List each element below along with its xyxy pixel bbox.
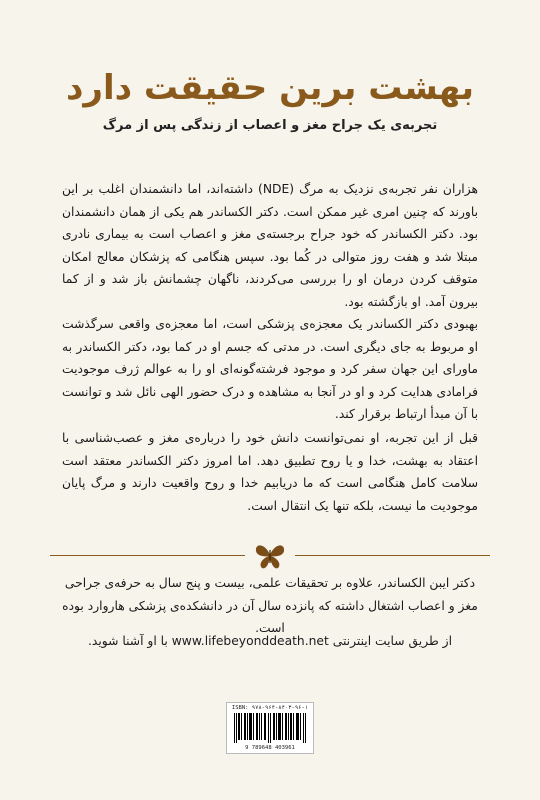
- blurb-paragraph-3: قبل از این تجربه، او نمی‌توانست دانش خود را درباره‌ی مغز و عصب‌شناسی با اعتقاد به بهشت، خدا و یا روح تطبیق دهد. اما امروز دکتر الکساندر معتقد است سلامت کامل هنگامی است که ما دریابیم خدا و روح واقعیت دارند و مرگ پایان موجودیت ما نیست، بلکه تنها یک انتقال است.: [62, 431, 478, 513]
- website-note: از طریق سایت اینترنتی www.lifebeyonddeath.net با او آشنا شوید.: [87, 634, 453, 648]
- isbn-label: ISBN: ۹۷۸-۹۶۴-۸۴۰۳-۹۶-۱: [231, 705, 309, 711]
- butterfly-icon: [253, 541, 287, 571]
- book-subtitle: تجربه‌ی یک جراح مغز و اعصاب از زندگی پس از مرگ: [102, 118, 438, 133]
- divider-line-left: [50, 555, 245, 556]
- blurb-paragraph-2: بهبودی دکتر الکساندر یک معجزه‌ی پزشکی است، اما معجزه‌ی واقعی سرگذشت او مربوط به جای دیگری است. در مدتی که جسم او در کما بود، دکتر الکساندر به ماورای این جهان سفر کرد و موجود فرشته‌گونه‌ای او را به عوالم ژرف موجودیت فرامادی هدایت کرد و او در آنجا به مشاهده و درک حضور الهی نائل شد و توانست با آن مبدأ ارتباط برقرار کند.: [62, 317, 478, 422]
- barcode-number: 9 789648 403961: [245, 745, 295, 751]
- ornament-divider: [50, 545, 490, 567]
- barcode: [226, 702, 314, 754]
- barcode-bars: [233, 713, 309, 743]
- book-title: بهشت برین حقیقت دارد: [65, 68, 475, 108]
- divider-line-right: [295, 555, 490, 556]
- author-bio: دکتر ایبن الکساندر، علاوه بر تحقیقات علمی، بیست و پنج سال به حرفه‌ی جراحی مغز و اعصاب اشتغال داشته که پانزده سال آن در دانشکده‌ی پزشکی هاروارد بوده است.: [62, 576, 478, 636]
- blurb-paragraph-1: هزاران نفر تجربه‌ی نزدیک به مرگ (NDE) داشته‌اند، اما دانشمندان اغلب بر این باورند که چنین امری غیر ممکن است. دکتر الکساندر هم یکی از همان دانشمندان بود. دکتر الکساندر که خود جراح برجسته‌ی مغز و اعصاب است به بیماری نادری مبتلا شد و هفت روز متوالی در کُما بود. سپس هنگامی که پزشکان معالج امکان متوقف کردن درمان او را بررسی می‌کردند، ناگهان چشمانش باز شد و از کما بیرون آمد. او بازگشته بود.: [62, 182, 478, 309]
